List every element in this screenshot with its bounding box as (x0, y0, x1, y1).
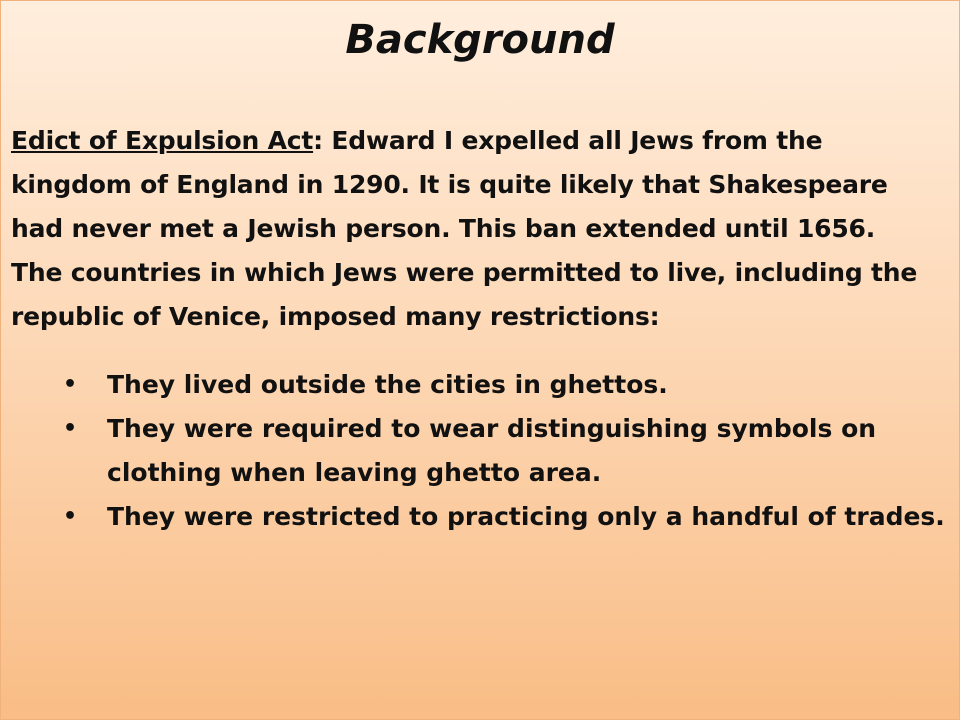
list-item-text: They lived outside the cities in ghettos. (107, 370, 668, 399)
list-item (11, 495, 946, 539)
list-item-text: They were restricted to practicing only a handful of trades. (107, 502, 945, 531)
bullet-icon: • (63, 504, 78, 529)
slide-content (11, 119, 946, 539)
term-edict-of-expulsion: Edict of Expulsion Act (11, 126, 314, 155)
bullet-icon: • (63, 416, 78, 441)
bullet-icon: • (63, 372, 78, 397)
list-item (11, 407, 946, 495)
restrictions-list (11, 363, 946, 539)
slide-title: Background (345, 17, 615, 63)
paragraph-restrictions: The countries in which Jews were permitted to live, including the republic of Venice, imposed many restrictions: (11, 258, 918, 331)
paragraph-expulsion-text: : Edward I expelled all Jews from the kingdom of England in 1290. It is quite likely that Shakespeare had never met a Jewish person. This ban extended until 1656. (11, 126, 888, 243)
list-item (11, 363, 946, 407)
list-item-text: They were required to wear distinguishing symbols on clothing when leaving ghetto area. (107, 414, 877, 487)
paragraph-expulsion (11, 119, 946, 251)
